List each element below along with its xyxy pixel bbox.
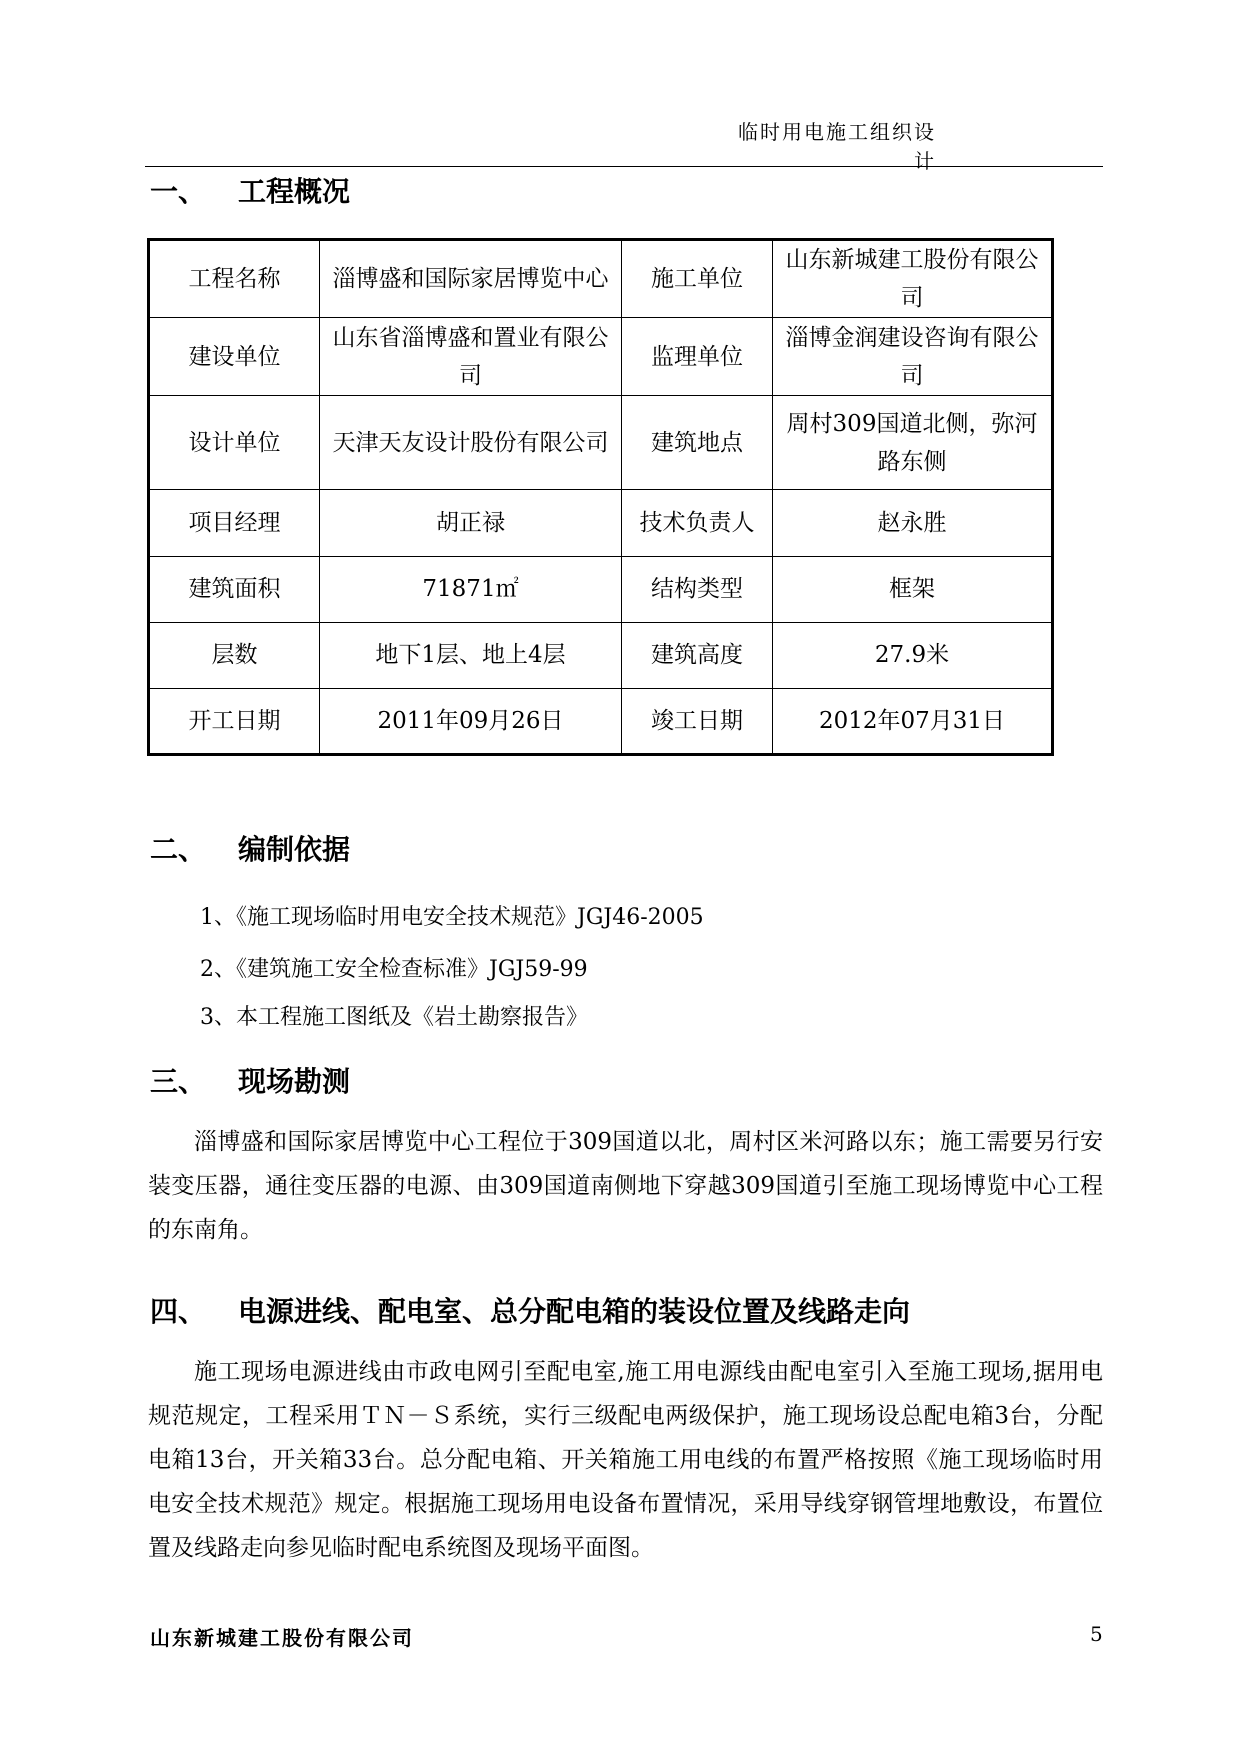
section-heading-2 <box>150 828 350 868</box>
table-value-cell: 天津天友设计股份有限公司 <box>320 396 622 490</box>
table-value-cell: 淄博金润建设咨询有限公司 <box>773 318 1053 396</box>
survey-paragraph: 淄博盛和国际家居博览中心工程位于309国道以北，周村区米河路以东；施工需要另行安装变压器，通往变压器的电源、由309国道南侧地下穿越309国道引至施工现场博览中心工程的东南角。 <box>148 1129 1103 1243</box>
table-label-cell: 开工日期 <box>149 688 320 754</box>
section-number: 三、 <box>150 1065 207 1098</box>
section-title: 工程概况 <box>238 175 351 208</box>
table-row <box>149 240 1053 318</box>
table-label-cell: 建筑地点 <box>622 396 773 490</box>
table-value-cell: 胡正禄 <box>320 490 622 556</box>
section-title: 现场勘测 <box>238 1065 351 1098</box>
footer-company: 山东新城建工股份有限公司 <box>150 1626 414 1650</box>
table-value-cell: 山东新城建工股份有限公司 <box>773 240 1053 318</box>
basis-item: 3、本工程施工图纸及《岩土勘察报告》 <box>200 1005 588 1030</box>
table-value-cell: 框架 <box>773 556 1053 622</box>
table-row <box>149 318 1053 396</box>
table-label-cell: 建筑面积 <box>149 556 320 622</box>
table-label-cell: 监理单位 <box>622 318 773 396</box>
table-label-cell: 工程名称 <box>149 240 320 318</box>
table-value-cell: 71871㎡ <box>320 556 622 622</box>
section-number: 一、 <box>150 175 207 208</box>
table-row <box>149 490 1053 556</box>
section-number: 二、 <box>150 833 207 866</box>
table-value-cell: 地下1层、地上4层 <box>320 622 622 688</box>
table-value-cell: 2012年07月31日 <box>773 688 1053 754</box>
table-label-cell: 设计单位 <box>149 396 320 490</box>
section-number: 四、 <box>150 1295 207 1328</box>
table-label-cell: 建设单位 <box>149 318 320 396</box>
table-value-cell: 2011年09月26日 <box>320 688 622 754</box>
table-row <box>149 622 1053 688</box>
header-title: 临时用电施工组织设计 <box>738 120 936 173</box>
table-label-cell: 技术负责人 <box>622 490 773 556</box>
section-heading-1 <box>150 170 350 210</box>
table-value-cell: 周村309国道北侧，弥河路东侧 <box>773 396 1053 490</box>
basis-item: 2、《建筑施工安全检查标准》JGJ59-99 <box>200 957 588 982</box>
project-overview-table <box>147 238 1054 756</box>
table-row <box>149 688 1053 754</box>
table-value-cell: 赵永胜 <box>773 490 1053 556</box>
table-label-cell: 结构类型 <box>622 556 773 622</box>
section-heading-3 <box>150 1060 350 1100</box>
table-value-cell: 27.9米 <box>773 622 1053 688</box>
section-title: 编制依据 <box>238 833 351 866</box>
table-label-cell: 层数 <box>149 622 320 688</box>
table-label-cell: 建筑高度 <box>622 622 773 688</box>
table-value-cell: 山东省淄博盛和置业有限公司 <box>320 318 622 396</box>
header-rule <box>145 166 1103 167</box>
table-value-cell: 淄博盛和国际家居博览中心 <box>320 240 622 318</box>
basis-item: 1、《施工现场临时用电安全技术规范》JGJ46-2005 <box>200 905 704 930</box>
page-number: 5 <box>1090 1622 1103 1646</box>
table-label-cell: 施工单位 <box>622 240 773 318</box>
section-heading-4 <box>150 1290 910 1330</box>
table-label-cell: 竣工日期 <box>622 688 773 754</box>
table-label-cell: 项目经理 <box>149 490 320 556</box>
power-paragraph: 施工现场电源进线由市政电网引至配电室,施工用电源线由配电室引入至施工现场,据用电规范规定，工程采用ＴＮ－Ｓ系统，实行三级配电两级保护，施工现场设总配电箱3台，分配电箱13台，开关箱33台。总分配电箱、开关箱施工用电线的布置严格按照《施工现场临时用电安全技术规范》规定。根据施工现场用电设备布置情况，采用导线穿钢管埋地敷设，布置位置及线路走向参见临时配电系统图及现场平面图。 <box>148 1359 1103 1561</box>
section-title: 电源进线、配电室、总分配电箱的装设位置及线路走向 <box>238 1295 911 1328</box>
table-row <box>149 396 1053 490</box>
table-row <box>149 556 1053 622</box>
